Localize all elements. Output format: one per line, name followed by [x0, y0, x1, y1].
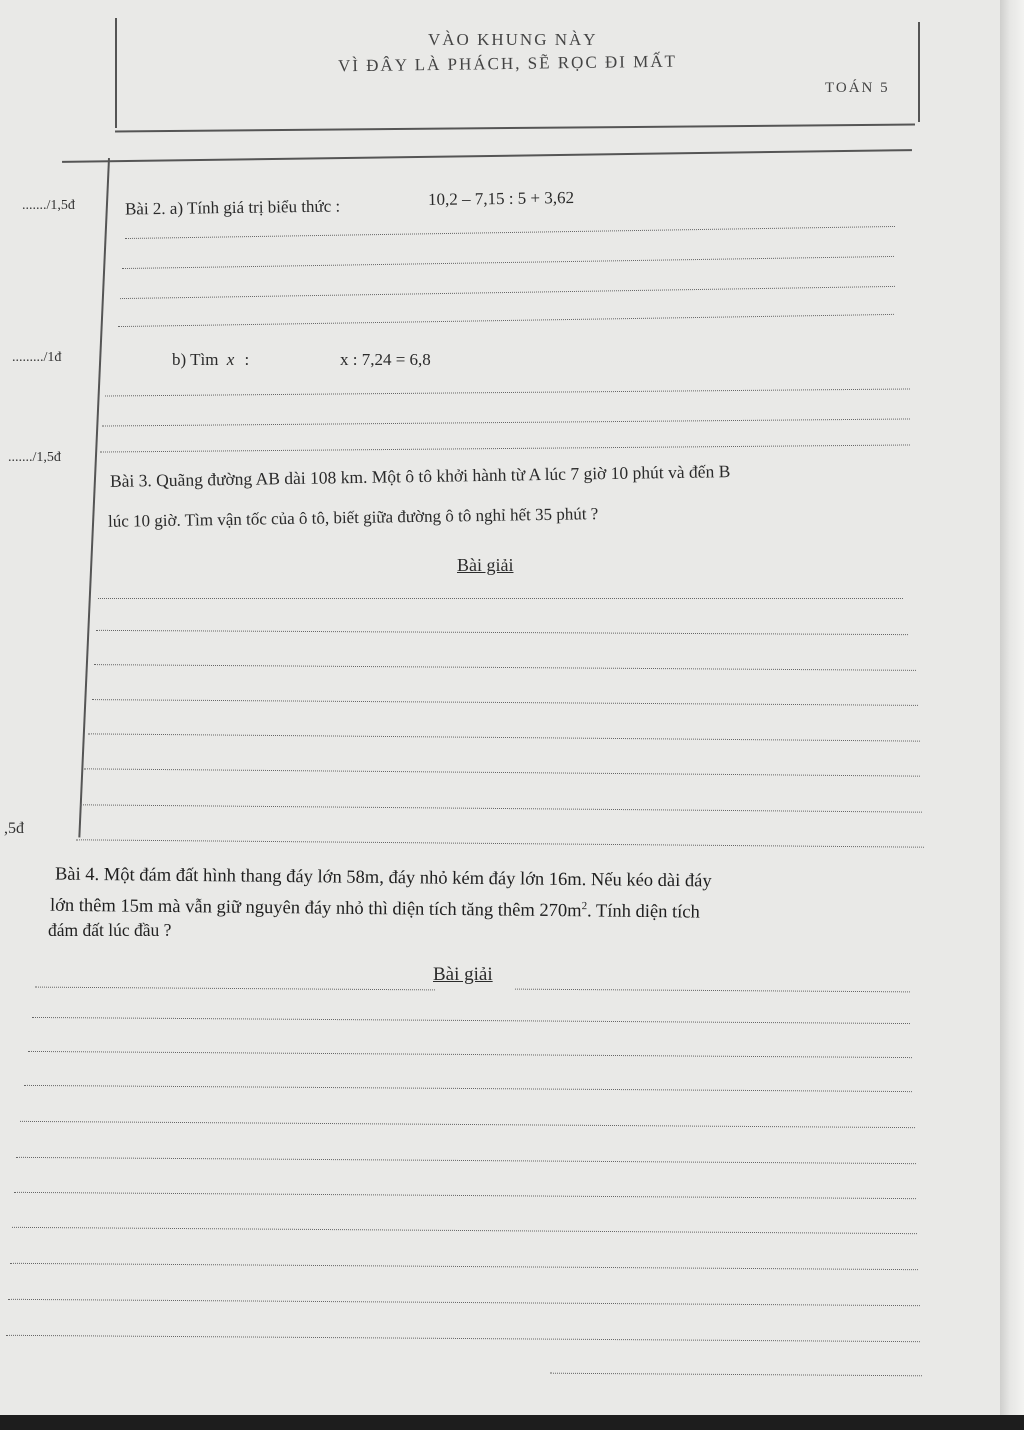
bai2b-question — [172, 350, 249, 370]
bai4-question-line-1: Bài 4. Một đám đất hình thang đáy lớn 58m, đáy nhỏ kém đáy lớn 16m. Nếu kéo dài đáy — [54, 864, 712, 892]
subject-label: TOÁN 5 — [825, 80, 890, 96]
answer-line — [98, 598, 903, 599]
header-box-right — [918, 22, 920, 122]
header-line-1: VÀO KHUNG NÀY — [428, 30, 598, 49]
bai2b-label: b) Tìm — [172, 350, 219, 369]
bai2b-expression: x : 7,24 = 6,8 — [340, 350, 431, 369]
bai2b-variable: x — [226, 350, 235, 369]
bai4-line-2-text: lớn thêm 15m mà vẫn giữ nguyên đáy nhỏ thì diện tích tăng thêm 270m — [49, 895, 582, 922]
score-bai2a: ......./1,5đ — [22, 198, 75, 213]
bai3-question-line-1: Bài 3. Quãng đường AB dài 108 km. Một ô tô khởi hành từ A lúc 7 giờ 10 phút và đến B — [109, 461, 731, 491]
bai2b-colon: : — [244, 350, 250, 369]
bai4-line-2-tail: . Tính diện tích — [586, 901, 700, 923]
bai3-question-line-2: lúc 10 giờ. Tìm vận tốc của ô tô, biết giữa đường ô tô nghỉ hết 35 phút ? — [107, 504, 599, 531]
bai4-solution-label: Bài giải — [433, 964, 493, 985]
bai3-solution-label: Bài giải — [457, 555, 514, 575]
score-bai3: ......./1,5đ — [8, 450, 61, 465]
score-bai2b: ........./1đ — [12, 350, 62, 365]
paper-edge — [1000, 0, 1024, 1430]
bai2a-expression: 10,2 – 7,15 : 5 + 3,62 — [427, 187, 575, 210]
header-box-left — [115, 18, 117, 128]
table-background — [0, 1415, 1024, 1430]
score-bai4: ,5đ — [4, 820, 24, 837]
bai2a-question: Bài 2. a) Tính giá trị biểu thức : — [124, 196, 341, 219]
bai4-question-line-3: đám đất lúc đầu ? — [48, 920, 172, 940]
bai4-line-2-superscript: 2 — [581, 900, 588, 913]
header-line-2: VÌ ĐÂY LÀ PHÁCH, SẼ RỌC ĐI MẤT — [337, 51, 678, 76]
